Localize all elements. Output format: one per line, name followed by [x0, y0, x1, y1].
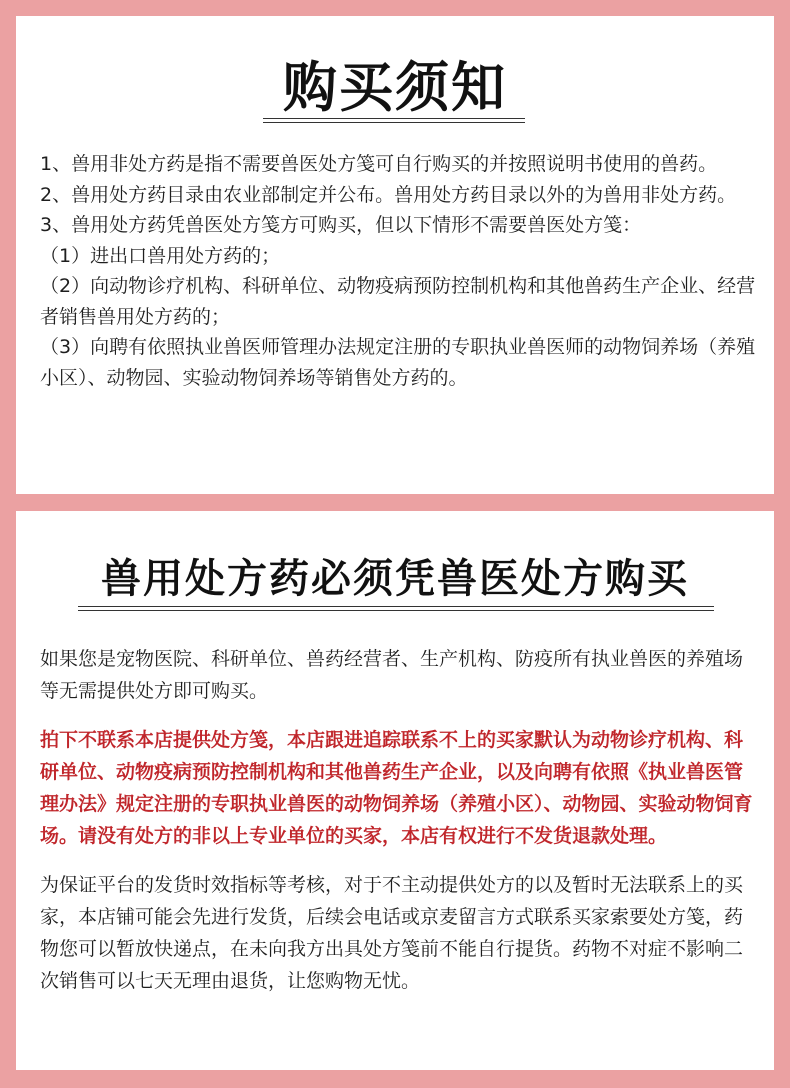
notice-subitem-3: （3）向聘有依照执业兽医师管理办法规定注册的专职执业兽医师的动物饲养场（养殖小区）、动物园、实验动物饲养场等销售处方药的。: [40, 336, 756, 389]
shipping-policy-paragraph: 为保证平台的发货时效指标等考核，对于不主动提供处方的以及暂时无法联系上的买家，本店铺可能会先进行发货，后续会电话或京麦留言方式联系买家索要处方笺，药物您可以暂放快递点，在未向我方出具处方笺前不能自行提货。药物不对症不影响二次销售可以七天无理由退货，让您购物无忧。: [40, 874, 744, 992]
exemption-paragraph: 如果您是宠物医院、科研单位、兽药经营者、生产机构、防疫所有执业兽医的养殖场等无需提供处方即可购买。: [40, 648, 744, 702]
notice-item-1: 1、兽用非处方药是指不需要兽医处方笺可自行购买的并按照说明书使用的兽药。: [40, 153, 718, 175]
prescription-required-card: [16, 511, 774, 1070]
title-underline: [263, 118, 525, 123]
prescription-required-body: [40, 643, 756, 1014]
purchase-notice-body: [40, 149, 756, 393]
purchase-notice-card: [16, 16, 774, 494]
purchase-notice-title: 购买须知: [283, 56, 507, 119]
warning-paragraph: 拍下不联系本店提供处方笺，本店跟进追踪联系不上的买家默认为动物诊疗机构、科研单位、动物疫病预防控制机构和其他兽药生产企业，以及向聘有依照《执业兽医管理办法》规定注册的专职执业兽医的动物饲养场（养殖小区）、动物园、实验动物饲育场。请没有处方的非以上专业单位的买家，本店有权进行不发货退款处理。: [40, 729, 753, 847]
prescription-required-title: 兽用处方药必须凭兽医处方购买: [101, 556, 689, 602]
notice-item-2: 2、兽用处方药目录由农业部制定并公布。兽用处方药目录以外的为兽用非处方药。: [40, 183, 737, 206]
notice-subitem-1: （1）进出口兽用处方药的；: [40, 244, 281, 267]
notice-subitem-2: （2）向动物诊疗机构、科研单位、动物疫病预防控制机构和其他兽药生产企业、经营者销售兽用处方药的；: [40, 275, 756, 328]
notice-item-3: 3、兽用处方药凭兽医处方笺方可购买，但以下情形不需要兽医处方笺：: [40, 214, 642, 236]
title-underline: [78, 606, 714, 611]
